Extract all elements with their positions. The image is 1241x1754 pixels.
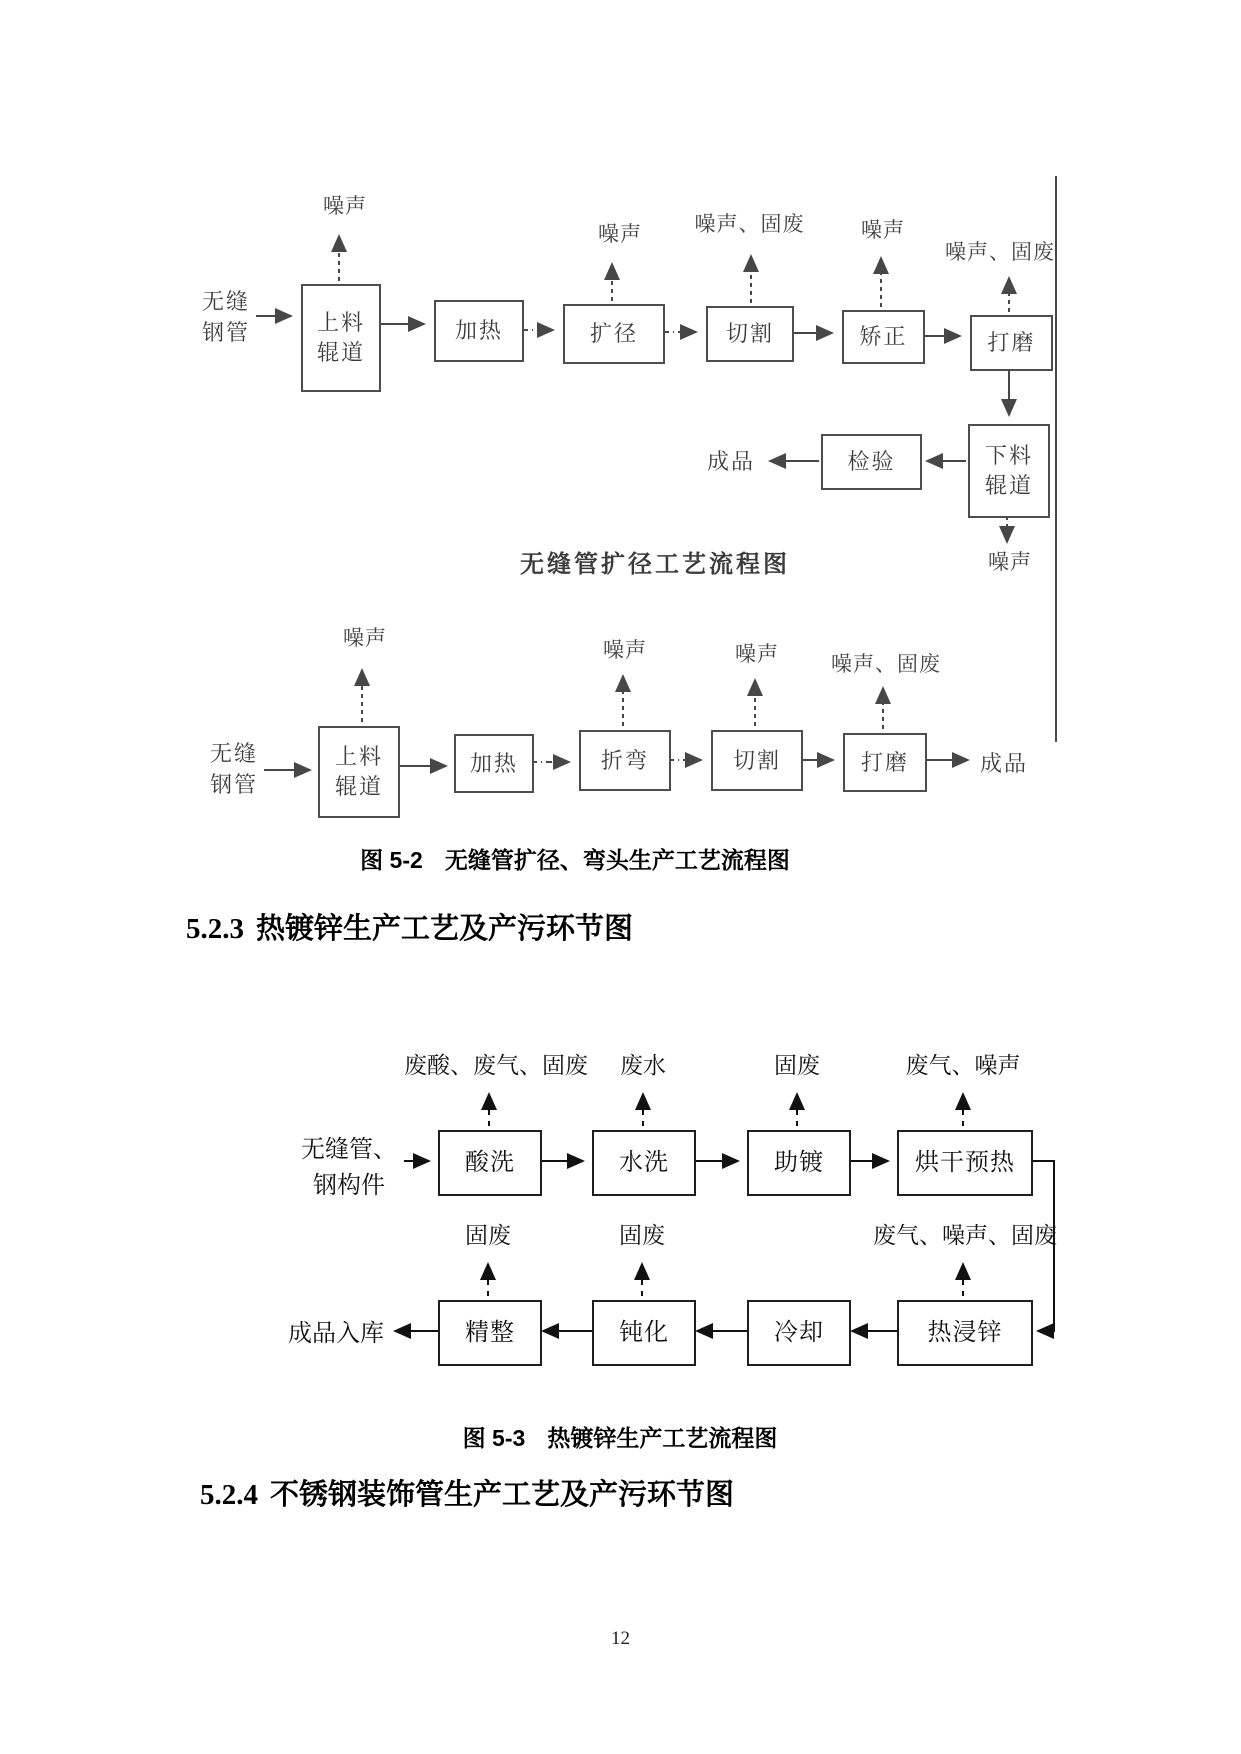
input-seamless-steel-pipe: 无缝钢管 [209, 741, 258, 797]
process-box-loading-roller-table [318, 726, 400, 818]
emission-label-noise-solid-waste: 噪声、固废 [831, 652, 941, 676]
process-box-loading-roller-table [301, 284, 381, 392]
process-box-water-washing: 水洗 [592, 1130, 696, 1196]
emission-label-noise: 噪声 [603, 638, 647, 662]
emission-label-waste-gas-noise: 废气、噪声 [905, 1052, 1021, 1078]
process-box-bending: 折弯 [579, 730, 671, 791]
process-box-pickling: 酸洗 [438, 1130, 542, 1196]
process-box-hot-dip-galvanizing: 热浸锌 [897, 1300, 1033, 1366]
figure-5-3-caption [120, 1420, 1120, 1453]
section-heading-5-2-4 [200, 1472, 734, 1513]
process-box-label: 下料辊道 [984, 443, 1033, 498]
process-box-heating: 加热 [454, 734, 534, 793]
emission-label-waste-acid-gas-solid: 废酸、废气、固废 [404, 1052, 588, 1078]
emission-label-solid-waste: 固废 [619, 1222, 665, 1248]
section-number: 5.2.4 [200, 1479, 258, 1511]
emission-label-solid-waste: 固废 [465, 1222, 511, 1248]
figure1-inline-title: 无缝管扩径工艺流程图 [520, 552, 790, 578]
section-title: 不锈钢装饰管生产工艺及产污环节图 [270, 1479, 735, 1511]
emission-label-noise: 噪声 [861, 218, 905, 242]
emission-label-noise: 噪声 [735, 642, 779, 666]
emission-label-waste-gas-noise-solid: 废气、噪声、固废 [873, 1222, 1057, 1248]
process-box-cutting: 切割 [711, 730, 803, 791]
process-box-cooling: 冷却 [747, 1300, 851, 1366]
emission-label-noise-solid-waste: 噪声、固废 [945, 240, 1055, 264]
figure-5-2-caption [120, 842, 1030, 875]
process-box-label: 上料辊道 [334, 744, 383, 799]
output-finished-product: 成品 [706, 449, 755, 474]
process-box-grinding: 打磨 [843, 733, 927, 792]
process-box-inspection: 检验 [821, 434, 922, 490]
process-box-diameter-expanding: 扩径 [563, 304, 665, 364]
process-box-fluxing: 助镀 [747, 1130, 851, 1196]
process-box-unloading-roller-table [968, 424, 1050, 518]
input-seamless-pipe-steel-structure: 无缝管、钢构件 [301, 1136, 397, 1199]
process-box-cutting: 切割 [706, 306, 794, 362]
emission-label-noise: 噪声 [323, 194, 367, 218]
emission-label-noise: 噪声 [598, 222, 642, 246]
emission-label-noise: 噪声 [343, 626, 387, 650]
process-box-passivation: 钝化 [592, 1300, 696, 1366]
section-title: 热镀锌生产工艺及产污环节图 [256, 913, 634, 945]
section-number: 5.2.3 [186, 913, 244, 945]
process-box-heating: 加热 [434, 300, 524, 362]
figure-title: 无缝管扩径、弯头生产工艺流程图 [444, 847, 790, 873]
emission-label-noise: 噪声 [988, 550, 1032, 574]
page-number: 12 [611, 1628, 630, 1649]
process-box-drying-preheating: 烘干预热 [897, 1130, 1033, 1196]
output-product-storage: 成品入库 [288, 1320, 384, 1347]
figure-number: 图 5-2 [360, 847, 423, 873]
figure-number: 图 5-3 [462, 1425, 526, 1451]
output-finished-product: 成品 [979, 751, 1028, 776]
process-box-straightening: 矫正 [842, 310, 925, 364]
process-box-label: 上料辊道 [316, 310, 365, 365]
process-box-grinding: 打磨 [970, 315, 1053, 371]
section-heading-5-2-3 [186, 906, 633, 947]
emission-label-solid-waste: 固废 [774, 1052, 820, 1078]
process-box-finishing: 精整 [438, 1300, 542, 1366]
emission-label-noise-solid-waste: 噪声、固废 [694, 212, 805, 236]
input-seamless-steel-pipe: 无缝钢管 [201, 289, 250, 345]
figure-title: 热镀锌生产工艺流程图 [547, 1425, 778, 1451]
emission-label-wastewater: 废水 [620, 1052, 666, 1078]
